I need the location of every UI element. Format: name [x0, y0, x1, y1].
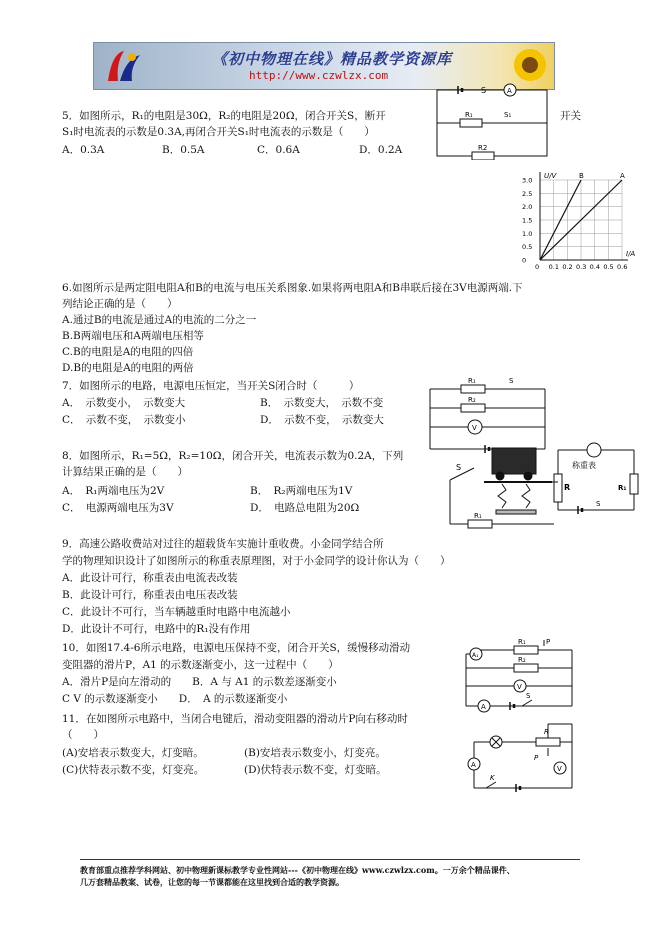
q10-label-v: V: [517, 683, 522, 691]
q11-text-line2: （ ）: [62, 729, 104, 741]
chart-y-tick-label: 2.0: [522, 203, 533, 212]
q5-option-d[interactable]: D．0.2A: [359, 144, 403, 156]
q9-option-a[interactable]: A．此设计可行，称重表由电流表改装: [62, 572, 238, 584]
q10-text-line3[interactable]: A．滑片P是向左滑动的 B．A 与 A1 的示数差逐渐变小: [62, 676, 337, 688]
q5-label-r1: R₁: [465, 111, 473, 119]
q8-option-d[interactable]: D． 电路总电阻为20Ω: [250, 502, 360, 514]
q7-label-s: S: [509, 377, 514, 385]
q11-option-d[interactable]: (D)伏特表示数不变，灯变暗。: [244, 764, 387, 776]
q8-option-b[interactable]: B． R₂两端电压为1V: [250, 485, 353, 497]
chart-series-label-a: A: [620, 172, 625, 180]
q9-option-d[interactable]: D．此设计不可行，电路中的R₁没有作用: [62, 623, 251, 635]
q9-label-s-left: S: [456, 463, 462, 472]
chart-y-tick-label: 2.5: [522, 189, 533, 198]
q10-text-line4[interactable]: C V 的示数逐渐变小 D． A 的示数逐渐变小: [62, 693, 288, 705]
q9-option-c[interactable]: C．此设计不可行，当车辆越重时电路中电流越小: [62, 606, 291, 618]
q8-text-line1: 8．如图所示，R₁=5Ω，R₂=10Ω，闭合开关，电流表示数为0.2A，下列: [62, 450, 404, 462]
chart-xlabel: I/A: [626, 250, 636, 258]
chart-y-tick-label: 0: [522, 256, 527, 265]
q10-label-p: P: [546, 638, 551, 646]
q11-option-b[interactable]: (B)安培表示数变小，灯变亮。: [244, 747, 386, 759]
q6-ui-chart: [518, 168, 643, 276]
q10-text-line1: 10．如图17.4-6所示电路，电源电压保持不变，闭合开关S，缓慢移动滑动: [62, 642, 411, 654]
q9-label-meter: 称重表: [572, 461, 596, 470]
q10-label-s: S: [526, 692, 531, 700]
footer-divider: [80, 859, 580, 860]
chart-x-tick-label: 0: [535, 263, 540, 271]
chart-y-tick-label: 1.0: [522, 229, 533, 238]
chart-y-tick-label: 1.5: [522, 216, 533, 225]
q11-text-line1: 11．在如图所示电路中，当闭合电键后，滑动变阻器的滑动片P向右移动时: [62, 713, 408, 725]
q5-text-line2: S₁时电流表的示数是0.3A,再闭合开关S₁时电流表的示数是（ ）: [62, 126, 375, 138]
q9-label-r: R: [564, 483, 571, 492]
q9-label-r1: R₁: [618, 484, 627, 492]
q10-text-line2: 变阻器的滑片P，A1 的示数逐渐变小，这一过程中（ ）: [62, 659, 339, 671]
chart-y-tick-label: 0.5: [522, 243, 533, 252]
q11-label-p: P: [534, 754, 539, 762]
sunflower-icon: [512, 47, 548, 83]
q5-text-line1: 5．如图所示，R₁的电阻是30Ω，R₂的电阻是20Ω，闭合开关S，断开: [62, 110, 386, 122]
q5-text-line1-tail: 开关: [560, 110, 581, 122]
q11-label-r: R: [544, 728, 549, 736]
footer-line2: 几万套精品教案、试卷，让您的每一节课都能在这里找到合适的教学资源。: [80, 877, 344, 887]
q10-circuit-diagram: [462, 636, 582, 722]
q6-text-line2: 列结论正确的是（ ）: [62, 298, 178, 310]
q11-label-v: V: [557, 765, 562, 773]
banner-url[interactable]: http://www.czwlzx.com: [249, 69, 389, 82]
q10-label-r1: R₁: [518, 638, 526, 646]
q9-circuit-diagram: [444, 440, 640, 532]
q9-label-r1-bottom: R₁: [474, 512, 482, 520]
truck-icon: [492, 448, 536, 474]
q7-option-c[interactable]: C． 示数不变， 示数变小: [62, 414, 186, 426]
q9-option-b[interactable]: B．此设计可行，称重表由电压表改装: [62, 589, 238, 601]
q7-label-r2: R₂: [468, 396, 476, 404]
q10-label-a1: A₁: [472, 652, 479, 659]
chart-ylabel: U/V: [544, 172, 557, 180]
q7-option-a[interactable]: A． 示数变小， 示数变大: [62, 397, 186, 409]
q8-option-a[interactable]: A． R₁两端电压为2V: [62, 485, 165, 497]
chart-x-tick-label: 0.4: [589, 263, 601, 271]
chart-y-tick-label: 3.0: [522, 176, 533, 185]
q8-option-c[interactable]: C． 电源两端电压为3V: [62, 502, 174, 514]
q5-option-a[interactable]: A．0.3A: [62, 144, 105, 156]
q5-option-c[interactable]: C．0.6A: [257, 144, 300, 156]
q5-option-b[interactable]: B．0.5A: [162, 144, 205, 156]
chart-x-tick-label: 0.3: [576, 263, 587, 271]
footer-line1: 教育部重点推荐学科网站、初中物理新课标教学专业性网站---《初中物理在线》www.czwlzx.com。一万余个精品课件、: [80, 865, 515, 875]
q11-circuit-diagram: [462, 720, 580, 792]
q5-label-r2: R2: [478, 144, 488, 152]
site-logo: [102, 47, 144, 85]
q5-label-a: A: [507, 87, 512, 95]
banner-title: 《初中物理在线》精品教学资源库: [212, 50, 453, 68]
chart-x-tick-label: 0.5: [603, 263, 614, 271]
q11-label-a: A: [471, 761, 476, 769]
q11-option-a[interactable]: (A)安培表示数变大，灯变暗。: [62, 747, 204, 759]
q7-label-v: V: [472, 424, 477, 432]
q10-label-r2: R₂: [518, 656, 526, 664]
q6-option-b[interactable]: B.B两端电压和A两端电压相等: [62, 330, 204, 342]
q8-text-line2: 计算结果正确的是（ ）: [62, 466, 188, 478]
q10-label-a: A: [481, 703, 486, 711]
chart-x-tick-label: 0.6: [617, 263, 628, 271]
q7-label-r1: R₁: [468, 377, 476, 385]
q5-label-s1: S₁: [504, 111, 512, 119]
q6-option-c[interactable]: C.B的电阻是A的电阻的四倍: [62, 346, 194, 358]
chart-x-tick-label: 0.2: [562, 263, 573, 271]
chart-x-tick-label: 0.1: [548, 263, 560, 271]
q6-text-line1: 6.如图所示是两定阻电阻A和B的电流与电压关系图象.如果将两电阻A和B串联后接在3V电源两端.下: [62, 282, 523, 294]
q9-text-line2: 学的物理知识设计了如图所示的称重表原理图，对于小金同学的设计你认为（ ）: [62, 555, 451, 567]
q11-label-k: K: [490, 774, 495, 782]
q5-label-s: S: [481, 86, 487, 95]
q6-option-a[interactable]: A.通过B的电流是通过A的电流的二分之一: [62, 314, 257, 326]
q7-text-line1: 7．如图所示的电路，电源电压恒定，当开关S闭合时（ ）: [62, 380, 360, 392]
footer: [80, 864, 515, 888]
q6-option-d[interactable]: D.B的电阻是A的电阻的两倍: [62, 362, 194, 374]
q7-option-b[interactable]: B． 示数变大， 示数不变: [260, 397, 384, 409]
q9-text-line1: 9．高速公路收费站对过往的超载货车实施计重收费。小金同学结合所: [62, 538, 384, 550]
q11-option-c[interactable]: (C)伏特表示数不变，灯变亮。: [62, 764, 205, 776]
q7-option-d[interactable]: D． 示数不变， 示数变大: [260, 414, 384, 426]
q9-label-s: S: [596, 500, 601, 508]
chart-series-label-b: B: [579, 172, 584, 180]
q5-circuit-diagram: [432, 82, 554, 160]
